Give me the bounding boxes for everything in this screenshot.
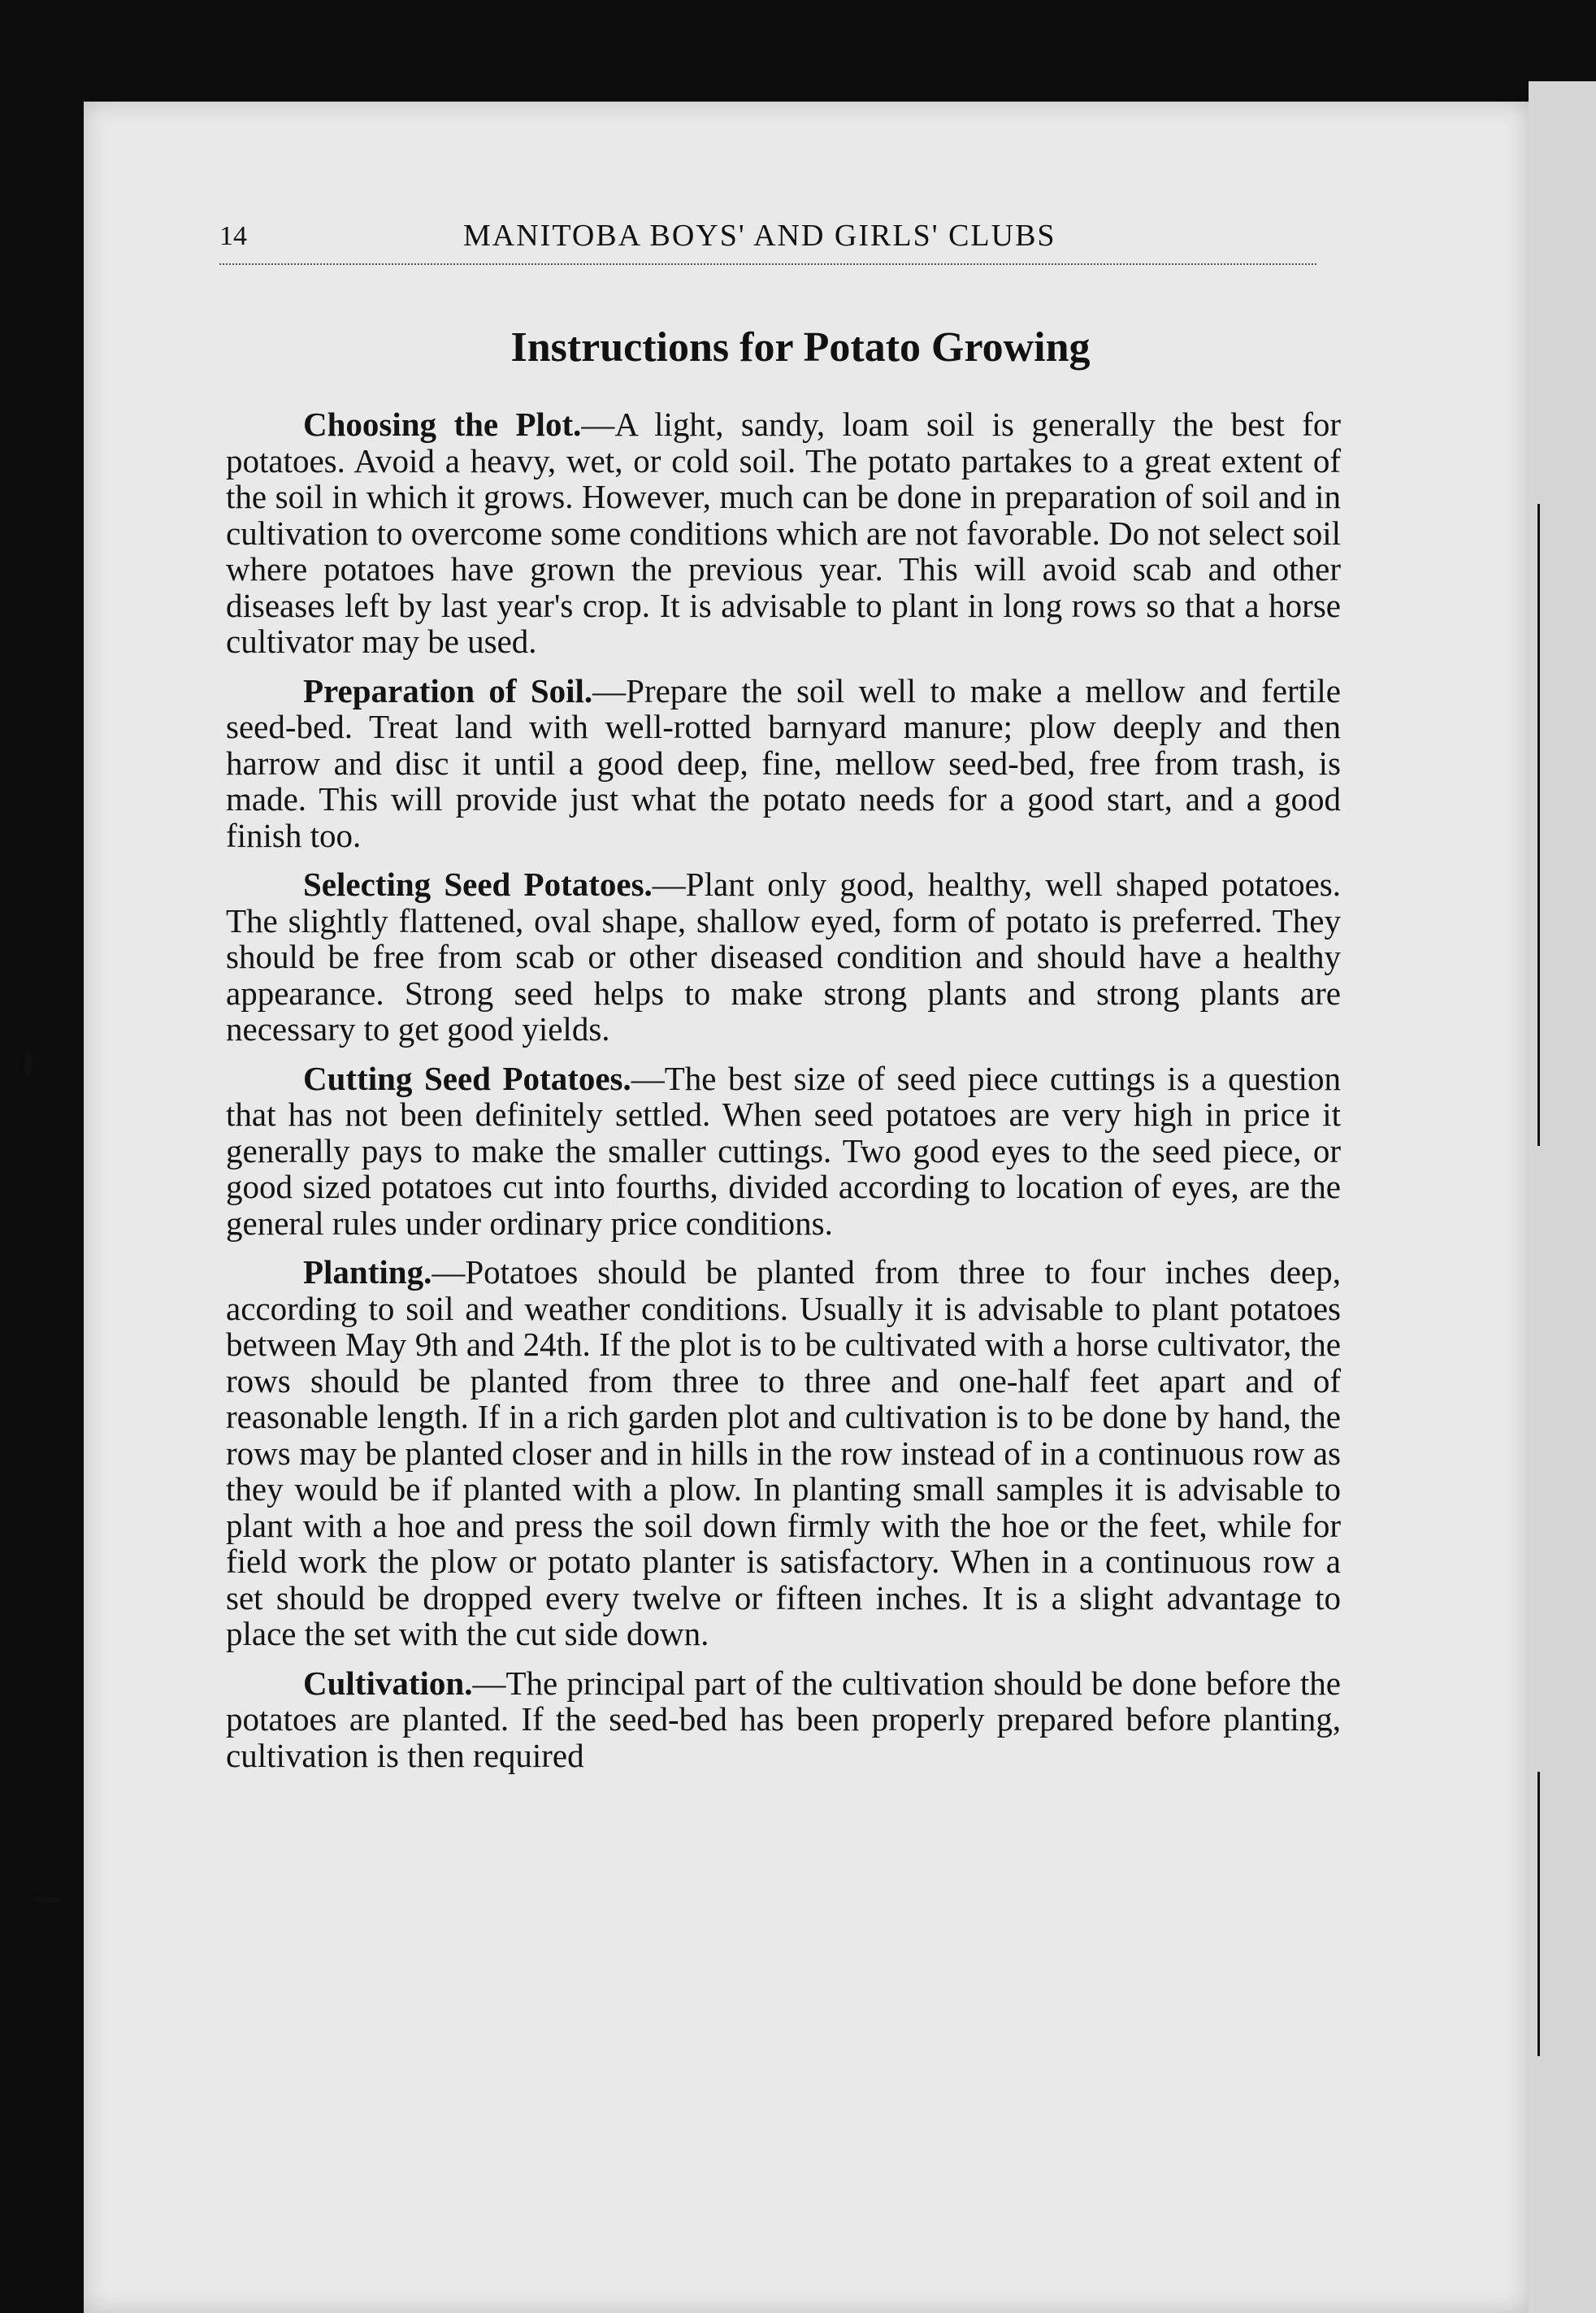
section-planting [226, 1254, 1341, 1652]
header-rule [219, 263, 1316, 265]
section-text: —Potatoes should be planted from three to four inches deep, according to soil and weather conditions. Usually it is advisable to plant potatoes between May 9th and 24th. If the plot is to be cultivated with a horse cultivator, the rows should be planted from three to three and one-half feet apart and of reasonable length. If in a rich garden plot and cultivation is to be done by hand, the rows may be planted closer and in hills in the row instead of in a continuous row as they would be if planted with a plow. In planting small samples it is advisable to plant with a hoe and press the soil down firmly with the hoe or the feet, while for field work the plow or potato planter is satisfactory. When in a continuous row a set should be dropped every twelve or fifteen inches. It is a slight advantage to place the set with the cut side down. [226, 1253, 1341, 1652]
section-choosing-the-plot [226, 406, 1341, 660]
section-preparation-of-soil [226, 673, 1341, 854]
section-cultivation [226, 1665, 1341, 1774]
section-title: Preparation of Soil. [303, 671, 593, 710]
section-selecting-seed-potatoes [226, 866, 1341, 1048]
section-title: Choosing the Plot. [303, 406, 582, 443]
section-title: Planting. [303, 1253, 432, 1291]
body-text [226, 406, 1341, 1786]
section-text: —The principal part of the cultivation should be done before the potatoes are planted. If the seed-bed has been properly prepared before planting, cultivation is then required [226, 1664, 1341, 1774]
scan-speck [24, 1053, 33, 1078]
section-text: —Plant only good, healthy, well shaped potatoes. The slightly flattened, oval shape, shallow eyed, form of potato is preferred. They should be free from scab or other diseased condition and should have a healthy appearance. Strong seed helps to make strong plants and strong plants are necessary to get good yields. [226, 866, 1342, 1048]
section-title: Cultivation. [303, 1664, 473, 1702]
scan-speck [33, 1897, 62, 1903]
section-text: —A light, sandy, loam soil is generally the best for potatoes. Avoid a heavy, wet, or cold soil. The potato partakes to a great extent of the soil in which it grows. However, much can be done in preparation of soil and in cultivation to overcome some conditions which are not favorable. Do not select soil where potatoes have grown the previous year. This will avoid scab and other diseases left by last year's crop. It is advisable to plant in long rows so that a horse cultivator may be used. [226, 406, 1341, 660]
section-cutting-seed-potatoes [226, 1061, 1341, 1242]
section-text: —The best size of seed piece cuttings is a question that has not been definitely settled. When seed potatoes are very high in price it generally pays to make the smaller cuttings. Two good eyes to the seed piece, or good sized potatoes cut into fourths, divided according to location of eyes, are the general rules under ordinary price conditions. [226, 1059, 1341, 1242]
binding-rule [1537, 1772, 1540, 2056]
page-heading: Instructions for Potato Growing [510, 324, 1091, 371]
running-title: MANITOBA BOYS' AND GIRLS' CLUBS [463, 219, 1056, 253]
section-title: Selecting Seed Potatoes. [303, 866, 653, 903]
binding-rule [1537, 504, 1540, 1146]
page-number: 14 [219, 221, 247, 251]
running-head [219, 218, 1316, 267]
section-title: Cutting Seed Potatoes. [303, 1059, 631, 1097]
section-text: —Prepare the soil well to make a mellow and fertile seed-bed. Treat land with well-rotted barnyard manure; plow deeply and then harrow and disc it until a good deep, fine, mellow seed-bed, free from trash, is made. This will provide just what the potato needs for a good start, and a good finish too. [226, 671, 1341, 854]
